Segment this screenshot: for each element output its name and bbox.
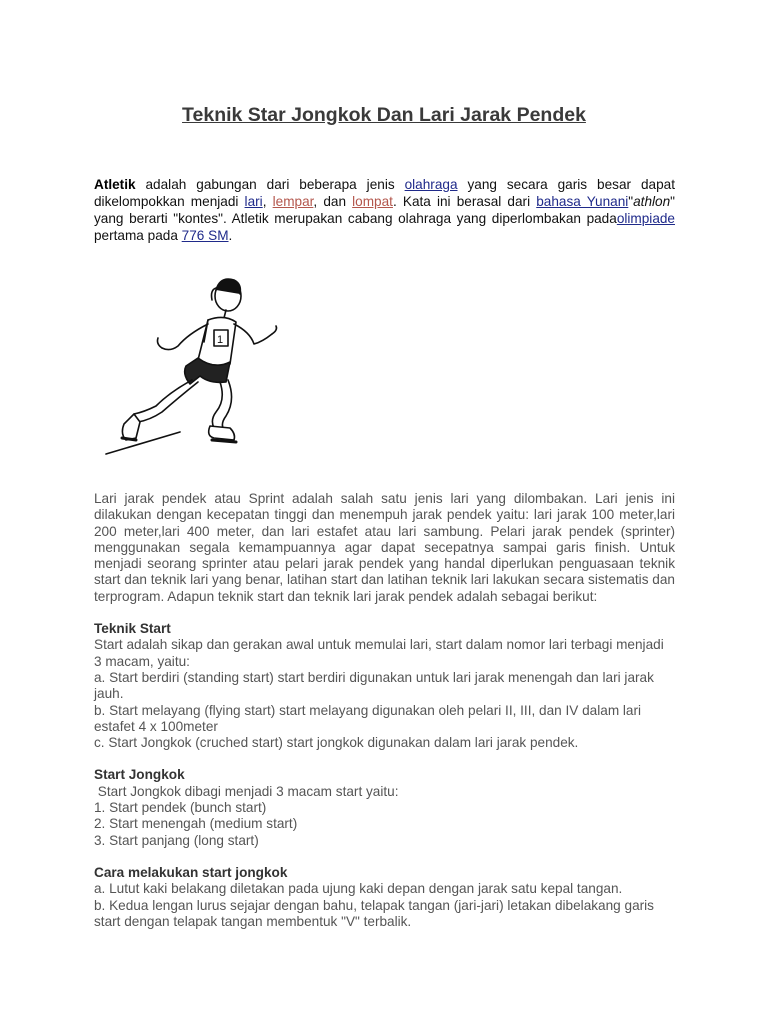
intro-text: " yang berarti "kontes". Atletik merupakan cabang olahraga yang diperlombakan pada [94, 194, 675, 226]
start-jongkok-item-1: 1. Start pendek (bunch start) [94, 800, 267, 816]
intro-text: " [628, 194, 634, 209]
link-bahasa-yunani[interactable]: bahasa Yunani [536, 194, 629, 209]
intro-text: pertama pada [94, 228, 182, 243]
intro-text: . [228, 228, 233, 243]
page-title: Teknik Star Jongkok Dan Lari Jarak Pendek [182, 104, 586, 126]
intro-text: yang secara garis besar dapat dikelompokkan menjadi [94, 177, 675, 209]
intro-text: adalah gabungan dari beberapa jenis [135, 177, 405, 192]
start-jongkok-intro: Start Jongkok dibagi menjadi 3 macam start yaitu: [94, 783, 399, 799]
teknik-start-intro: Start adalah sikap dan gerakan awal untuk memulai lari, start dalam nomor lari terbagi menjadi 3 macam, yaitu: [94, 637, 664, 669]
link-lari[interactable]: lari [244, 194, 263, 209]
svg-text:1: 1 [217, 334, 224, 346]
teknik-start-item-c: c. Start Jongkok (cruched start) start jongkok digunakan dalam lari jarak pendek. [94, 735, 579, 751]
cara-item-a: a. Lutut kaki belakang diletakan pada ujung kaki depan dengan jarak satu kepal tangan. [94, 881, 623, 897]
article-body [94, 491, 675, 930]
intro-text: . Kata ini berasal dari [392, 194, 537, 209]
link-olimpiade[interactable]: olimpiade [616, 211, 675, 226]
heading-teknik-start: Teknik Start [94, 621, 171, 637]
link-lompat[interactable]: lompat [352, 194, 393, 209]
runner-drawing [100, 272, 290, 462]
sprint-paragraph: Lari jarak pendek atau Sprint adalah salah satu jenis lari yang dilombakan. Lari jenis ini dilakukan dengan kecepatan tinggi dan menempuh jarak pendek yaitu: lari jarak 100 meter,lari 200 meter,lari 400 meter, dan lari estafet atau lari sambung. Pelari jarak pendek (sprinter) menggunakan segala kemampuannya agar dapat secepatnya sampai garis finish. Untuk menjadi seorang sprinter atau pelari jarak pendek yang handal diperlukan penguasaan teknik start dan teknik lari yang benar, latihan start dan latihan teknik lari lakukan secara sistematis dan terprogram. Adapun teknik start dan teknik lari jarak pendek adalah sebagai berikut: [94, 491, 675, 604]
intro-text: , [262, 194, 273, 209]
intro-paragraph [94, 176, 675, 244]
link-776-sm[interactable]: 776 SM [181, 228, 229, 243]
term-atletik: Atletik [94, 177, 136, 192]
start-jongkok-item-2: 2. Start menengah (medium start) [94, 816, 298, 832]
teknik-start-item-a: a. Start berdiri (standing start) start berdiri digunakan untuk lari jarak menengah dan lari jarak jauh. [94, 669, 654, 702]
heading-cara-start-jongkok: Cara melakukan start jongkok [94, 864, 288, 880]
cara-item-b: b. Kedua lengan lurus sejajar dengan bahu, telapak tangan (jari-jari) letakan dibelakang garis start dengan telapak tangan membentuk "V" terbalik. [94, 897, 654, 929]
intro-text: , dan [313, 194, 353, 209]
link-olahraga[interactable]: olahraga [404, 177, 458, 192]
teknik-start-item-b: b. Start melayang (flying start) start melayang digunakan oleh pelari II, III, dan IV dalam lari estafet 4 x 100meter [94, 702, 642, 734]
start-jongkok-item-3: 3. Start panjang (long start) [94, 832, 259, 848]
term-athlon: athlon [633, 194, 671, 209]
link-lempar[interactable]: lempar [272, 194, 314, 209]
runner-illustration [100, 272, 290, 462]
heading-start-jongkok: Start Jongkok [94, 767, 185, 783]
